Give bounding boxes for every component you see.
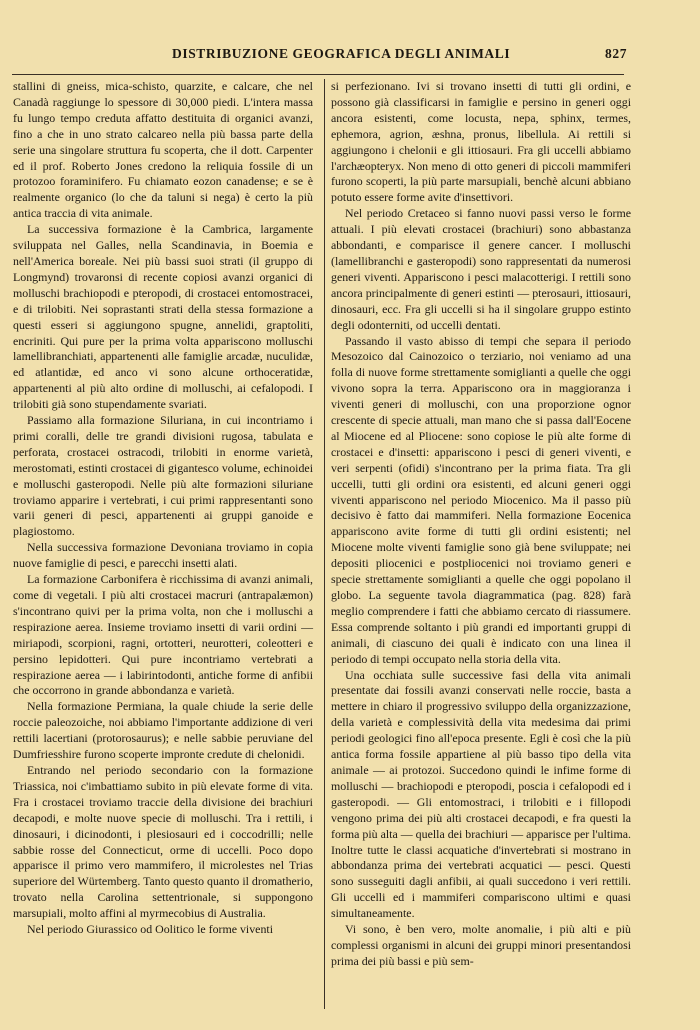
right-column: [331, 79, 631, 970]
column-divider: [324, 79, 325, 1009]
paragraph: Una occhiata sulle successive fasi della vita animali presentate dai fossili avanzi conservati nelle roccie, basta a mettere in chiaro il progressivo sviluppo della organizzazione, della varietà e complessività della vita medesima dai primi periodi geologici fino all'epoca presente. Egli è così che la più antica forma fossile appartiene al più basso tipo della vita animale — ai protozoi. Succedono quindi le infime forme di molluschi — brachiopodi e pteropodi, poscia i cefalopodi ed i gasteropodi. — Gli entomostraci, i trilobiti e i fillopodi vengono prima dei più alti crostacei decapodi, e fra questi la forma più alta — quella dei brachiuri — apparisce per l'ultima. Inoltre tutte le classi acquatiche d'invertebrati si mostrano in abbondanza prima dei vertebrati acquatici — pesci. Questi sono susseguiti dagli anfibii, ai quali succedono i veri rettili. Gli uccelli ed i mammiferi compariscono ultimi e quasi simultaneamente.: [331, 667, 631, 921]
paragraph: La successiva formazione è la Cambrica, largamente sviluppata nel Galles, nella Scandinavia, in Boemia e nell'America boreale. Nei più bassi suoi strati (il gruppo di Longmynd) trovaronsi di recente copiosi avanzi organici di molluschi brachiopodi e pteropodi, di crostacei entomostracei, e di trilobiti. Nei soprastanti strati della stessa formazione a questi esseri si aggiungono spugne, annelidi, graptoliti, encriniti. Qui pure per la prima volta appariscono molluschi lamellibranchiati, appartenenti alle famiglie arcadæ, nuculidæ, ed atlantidæ, ed anco vi sono alcune orthoceratidæ, appartenenti al più alto ordine di molluschi, ai cefalopodi. I trilobiti già sono stupendamente svariati.: [13, 222, 313, 412]
page-number: 827: [605, 46, 628, 61]
running-title: DISTRIBUZIONE GEOGRAFICA DEGLI ANIMALI: [172, 46, 511, 61]
paragraph: Nella formazione Permiana, la quale chiude la serie delle roccie paleozoiche, noi abbiamo l'importante addizione di veri rettili lacertiani (protorosaurus); e nelle sabbie peruviane del Dumfriesshire furono scoperte impronte credute di chelonidi.: [13, 699, 313, 762]
paragraph: Nel periodo Giurassico od Oolitico le forme viventi: [27, 922, 274, 937]
left-column: [13, 79, 313, 938]
paragraph: si perfezionano. Ivi si trovano insetti di tutti gli ordini, e possono già classificarsi in famiglie e persino in generi oggi ancora esistenti, come locusta, nepa, sphinx, termes, ephemora, agrion, æshna, pronus, libellula. Ai rettili si aggiungono i chelonii e gli ittiosauri. Fra gli uccelli abbiamo l'archæopteryx. Non meno di otto generi di piccoli mammiferi furono scoperti, la più parte marsupiali, benchè alcuni abbiano potuto essere forme avite d'insettivori.: [331, 79, 631, 205]
paragraph: La formazione Carbonifera è ricchissima di avanzi animali, come di vegetali. I più alti crostacei macruri (antrapalæmon) s'incontrano quivi per la prima volta, non che i molluschi a respirazione aerea. Insieme troviamo insetti di varii ordini — miriapodi, scorpioni, ragni, ortotteri, neurotteri, coleotteri e persino lepidotteri. Qui pure incontriamo vertebrati a respirazione aerea — i labirintodonti, antiche forme di anfibii che occorrono in grande abbondanza e varietà.: [13, 572, 313, 698]
paragraph: stallini di gneiss, mica-schisto, quarzite, e calcare, che nel Canadà raggiunge lo spessore di 30,000 piedi. L'intera massa fu lungo tempo creduta affatto destituita di organici avanzi, fino a che in uno strato calcareo nella più bassa parte della serie una singolare struttura fu scoperta, che il dott. Carpenter ed il prof. Roberto Jones credono la reliquia fossile di un protozoo foraminifero. Fu chiamato eozon canadense; e se è realmente organico (lo che da taluni si nega) è certo la più antica traccia di vita animale.: [13, 79, 313, 221]
paragraph: Nel periodo Cretaceo si fanno nuovi passi verso le forme attuali. I più elevati crostacei (brachiuri) sono abbastanza abbondanti, e comparisce il genere cancer. I molluschi (lamellibranchi e gasteropodi) sono rappresentati da numerosi generi viventi. Appariscono i pesci malacotterigi. I rettili sono ancora principalmente di generi estinti — pterosauri, ittiosauri, dinosauri, ecc. Fra gli uccelli si ha il singolare gruppo estinto degli odonterniti, od uccelli dentati.: [331, 206, 631, 332]
paragraph: Passando il vasto abisso di tempi che separa il periodo Mesozoico dal Cainozoico o terziario, noi veniamo ad una folla di nuove forme strettamente somiglianti a quelle che oggi vivono sopra la terra. Appariscono ora in maggioranza i viventi generi di molluschi, con una proporzione ognor crescente di specie attuali, man mano che si passa dall'Eocene al Miocene ed al Pliocene: sono copiose le più alte forme di crostacei e d'insetti: appariscono i pesci di generi viventi, e veri serpenti (ofidi) s'incontrano per la prima fiata. Tra gli uccelli, tutti gli ordini ora esistenti, ed alcuni generi oggi viventi appariscono nel periodo Miocenico. Ma il passo più decisivo è fatto dai mammiferi. Nella formazione Eocenica appariscono avite forme di tutti gli ordini esistenti; nel Miocene molte viventi famiglie sono già bene sviluppate; nei depositi pliocenici e postpliocenici noi troviamo generi e specie strettamente somiglianti a quelle che oggi popolano il globo. La seguente tavola diagrammatica (pag. 828) farà meglio comprendere i fatti che abbiamo cercato di riassumere. Essa comprende soltanto i più grandi ed importanti gruppi di animali, di ciascuno dei quali è indicato con una linea il periodo di tempi occupato nella storia della vita.: [331, 333, 631, 666]
paragraph: Entrando nel periodo secondario con la formazione Triassica, noi c'imbattiamo subito in più elevate forme di vita. Fra i crostacei troviamo traccie della divisione dei brachiuri decapodi, e molte nuove specie di molluschi. Tra i rettili, i dinosauri, i dicinodonti, i plesiosauri ed i coccodrilli; nelle sabbie rosse del Connecticut, orme di uccelli. Poco dopo apparisce il primo vero mammifero, il microlestes nel Trias superiore del Würtemberg. Tanto questo quanto il dromatherio, trovato nella Carolina settentrionale, si suppongono marsupiali, molto affini al myrmecobius di Australia.: [13, 762, 313, 921]
paragraph: Nella successiva formazione Devoniana troviamo in copia nuove famiglie di pesci, e parecchi insetti alati.: [13, 540, 313, 571]
header-rule: [12, 74, 624, 75]
running-header: [12, 42, 632, 66]
paragraph: Vi sono, è ben vero, molte anomalie, i più alti e più complessi organismi in alcuni dei gruppi minori presentandosi prima dei più bassi e più sem-: [331, 922, 631, 968]
paragraph: Passiamo alla formazione Siluriana, in cui incontriamo i primi coralli, delle tre grandi divisioni rugosa, tabulata e perforata, crostacei ostracodi, trilobiti in enorme varietà, merostomati, estinti crostacei di gigantesco volume, echinoidei e molluschi gasteropodi. Nelle più alte formazioni siluriane troviamo apparire i vertebrati, i cui primi rappresentanti sono varii generi di pesci, appartenenti ai gruppi ganoide e plagiostomo.: [13, 413, 313, 539]
